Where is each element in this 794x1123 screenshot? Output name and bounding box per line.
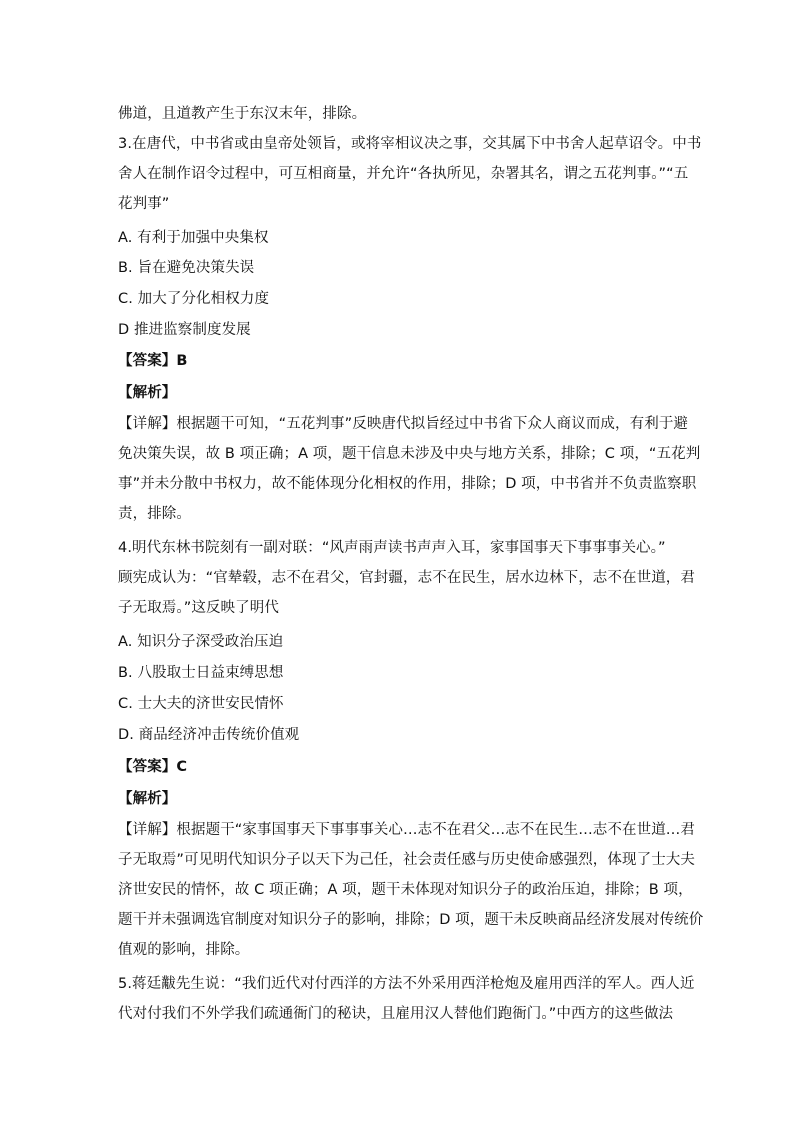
question-4-line-1: 4.明代东林书院刻有一副对联：“风声雨声读书声声入耳，家事国事天下事事事关心。”	[118, 540, 666, 556]
option-c: C. 士大夫的济世安民情怀	[118, 696, 284, 712]
question-3-line-2: 舍人在制作诏令过程中，可互相商量，并允许“各执所见，杂署其名，谓之五花判事。”“五	[118, 166, 689, 182]
explanation-line-5: 值观的影响，排除。	[118, 942, 250, 958]
explanation-line-2: 免决策失误，故 B 项正确；A 项，题干信息未涉及中央与地方关系，排除；C 项，“五花判	[118, 446, 701, 462]
option-a: A. 知识分子深受政治压迫	[118, 634, 284, 650]
explanation-line-1: 【详解】根据题干“家事国事天下事事事关心…志不在君父…志不在民生…志不在世道…君	[118, 822, 696, 838]
option-a: A. 有利于加强中央集权	[118, 230, 269, 246]
question-3-line-3: 花判事”	[118, 196, 170, 212]
answer-label: 【答案】B	[118, 353, 188, 369]
explanation-line-4: 责，排除。	[118, 506, 191, 522]
explanation-line-4: 题干并未强调选官制度对知识分子的影响，排除；D 项，题干未反映商品经济发展对传统价	[118, 912, 704, 928]
option-b: B. 旨在避免决策失误	[118, 260, 255, 276]
option-b: B. 八股取士日益束缚思想	[118, 665, 284, 681]
answer-label: 【答案】C	[118, 759, 188, 775]
explanation-line-1: 【详解】根据题干可知，“五花判事”反映唐代拟旨经过中书省下众人商议而成，有利于避	[118, 416, 689, 432]
explanation-line-3: 事”并未分散中书权力，故不能体现分化相权的作用，排除；D 项，中书省并不负责监察职	[118, 476, 697, 492]
analysis-label: 【解析】	[118, 385, 177, 401]
option-d: D 推进监察制度发展	[118, 322, 251, 338]
question-3-line-1: 3.在唐代，中书省或由皇帝处领旨，或将宰相议决之事，交其属下中书舍人起草诏令。中书	[118, 136, 702, 152]
option-d: D. 商品经济冲击传统价值观	[118, 727, 300, 743]
option-c: C. 加大了分化相权力度	[118, 291, 270, 307]
question-4-line-2: 顾宪成认为：“官辇毂，志不在君父，官封疆，志不在民生，居水边林下，志不在世道，君	[118, 570, 696, 586]
question-4-line-3: 子无取焉。”这反映了明代	[118, 600, 279, 616]
text-line: 佛道，且道教产生于东汉末年，排除。	[118, 106, 367, 122]
question-5-line-2: 代对付我们不外学我们疏通衙门的秘诀，且雇用汉人替他们跑衙门。”中西方的这些做法	[118, 1006, 674, 1022]
question-5-line-1: 5.蒋廷黻先生说：“我们近代对付西洋的方法不外采用西洋枪炮及雇用西洋的军人。西人近	[118, 976, 695, 992]
analysis-label: 【解析】	[118, 791, 177, 807]
explanation-line-3: 济世安民的情怀，故 C 项正确；A 项，题干未体现对知识分子的政治压迫，排除；B 项，	[118, 882, 693, 898]
explanation-line-2: 子无取焉”可见明代知识分子以天下为己任，社会责任感与历史使命感强烈，体现了士大夫	[118, 852, 696, 868]
